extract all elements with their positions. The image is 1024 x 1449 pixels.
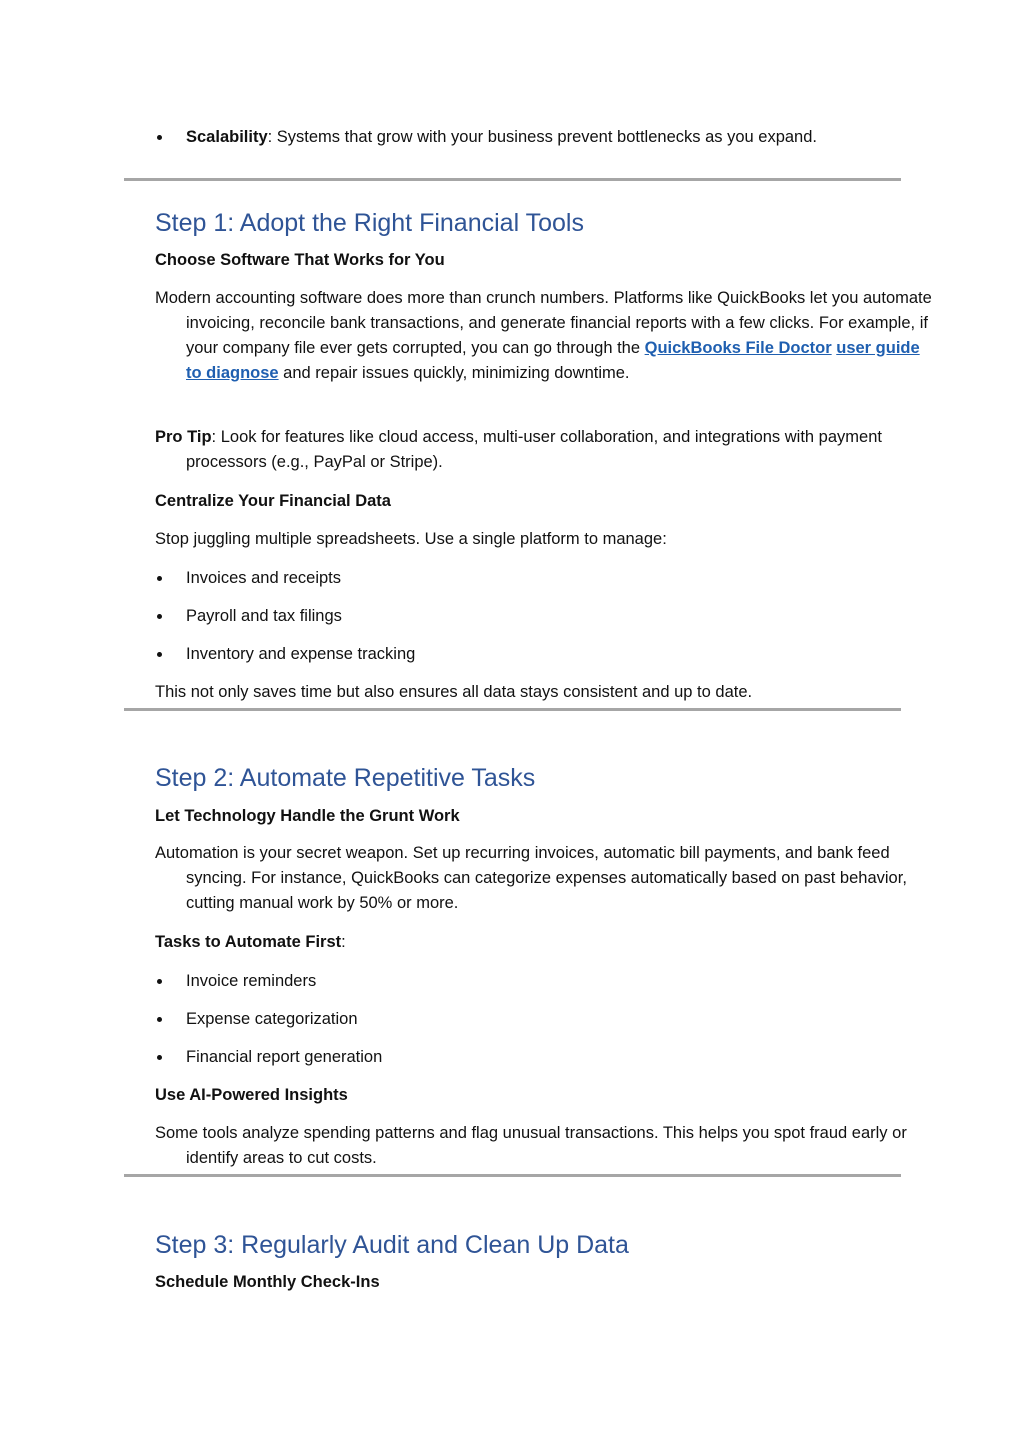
list-item: Invoice reminders xyxy=(186,972,317,990)
bullet-icon xyxy=(157,979,162,984)
tasks-label-line xyxy=(155,930,346,955)
bullet-icon xyxy=(157,614,162,619)
bullet-icon xyxy=(157,135,162,140)
quickbooks-file-doctor-link[interactable]: QuickBooks File Doctor xyxy=(644,339,832,357)
pro-tip-text: : Look for features like cloud access, multi-user collaboration, and integrations with payment processors (e.g., PayPal or Stripe). xyxy=(186,428,882,471)
bullet-icon xyxy=(157,576,162,581)
step3-subheading-checkins: Schedule Monthly Check-Ins xyxy=(155,1273,380,1291)
step3-heading: Step 3: Regularly Audit and Clean Up Data xyxy=(155,1231,629,1259)
step1-subheading-centralize: Centralize Your Financial Data xyxy=(155,492,391,510)
step1-paragraph-text-a: Modern accounting software does more than crunch numbers. Platforms like QuickBooks let you automate invoicing, reconcile bank transactions, and generate financial reports with a few clicks. For example, if your company file ever gets corrupted, you can go through the xyxy=(155,289,932,357)
user-guide-link[interactable]: user guide to diagnose xyxy=(186,339,920,382)
step1-subheading-software: Choose Software That Works for You xyxy=(155,251,445,269)
section-divider xyxy=(124,708,901,711)
tasks-label: Tasks to Automate First xyxy=(155,933,342,951)
scalability-term: Scalability xyxy=(186,128,268,146)
step2-heading: Step 2: Automate Repetitive Tasks xyxy=(155,764,536,792)
list-item: Expense categorization xyxy=(186,1010,358,1028)
step2-subheading-ai: Use AI-Powered Insights xyxy=(155,1086,348,1104)
step1-heading: Step 1: Adopt the Right Financial Tools xyxy=(155,209,584,237)
step1-paragraph xyxy=(155,286,932,386)
section-divider xyxy=(124,1174,901,1177)
list-item: Financial report generation xyxy=(186,1048,383,1066)
pro-tip xyxy=(155,425,932,475)
tasks-colon: : xyxy=(341,933,346,951)
list-item: Invoices and receipts xyxy=(186,569,342,587)
scalability-item xyxy=(186,125,817,150)
step2-subheading-grunt: Let Technology Handle the Grunt Work xyxy=(155,807,460,825)
step1-closing: This not only saves time but also ensures all data stays consistent and up to date. xyxy=(155,683,753,701)
step2-ai-paragraph: Some tools analyze spending patterns and flag unusual transactions. This helps you spot fraud early or identify areas to cut costs. xyxy=(155,1124,907,1167)
bullet-icon xyxy=(157,1017,162,1022)
bullet-icon xyxy=(157,1055,162,1060)
step1-manage-intro: Stop juggling multiple spreadsheets. Use a single platform to manage: xyxy=(155,530,667,548)
scalability-text: : Systems that grow with your business prevent bottlenecks as you expand. xyxy=(267,128,817,146)
section-divider xyxy=(124,178,901,181)
step2-paragraph: Automation is your secret weapon. Set up recurring invoices, automatic bill payments, and bank feed syncing. For instance, QuickBooks can categorize expenses automatically based on past behavior, cutting manual work by 50% or more. xyxy=(155,844,907,912)
pro-tip-label: Pro Tip xyxy=(155,428,212,446)
bullet-icon xyxy=(157,652,162,657)
list-item: Payroll and tax filings xyxy=(186,607,342,625)
list-item: Inventory and expense tracking xyxy=(186,645,416,663)
step1-paragraph-text-b: and repair issues quickly, minimizing downtime. xyxy=(278,364,630,382)
